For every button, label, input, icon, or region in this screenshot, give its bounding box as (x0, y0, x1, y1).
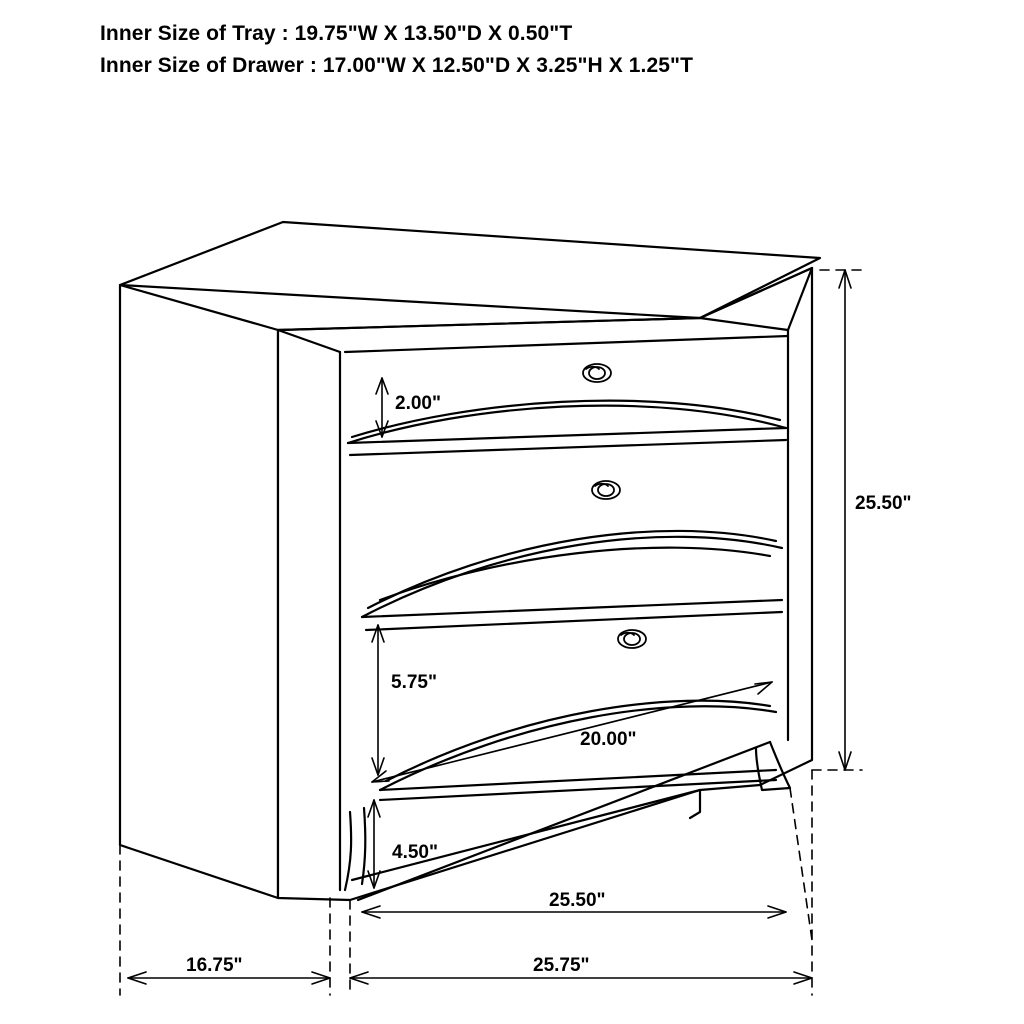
dim-label-front-panel-width: 25.50" (549, 890, 606, 911)
tray-inner-size-text: Inner Size of Tray : 19.75"W X 13.50"D X 0.50"T (100, 22, 573, 45)
dim-label-drawer-inner-width: 20.00" (580, 729, 637, 750)
dim-label-overall-width: 25.75" (533, 955, 590, 976)
dim-label-overall-height: 25.50" (855, 493, 912, 514)
dim-label-drawer-bottom-height: 5.75" (391, 672, 437, 693)
dim-label-depth: 16.75" (186, 955, 243, 976)
drawer-inner-size-text: Inner Size of Drawer : 17.00"W X 12.50"D X 3.25"H X 1.25"T (100, 54, 694, 77)
dim-label-drawer-top-height: 2.00" (395, 393, 441, 414)
dim-label-leg-height: 4.50" (392, 842, 438, 863)
